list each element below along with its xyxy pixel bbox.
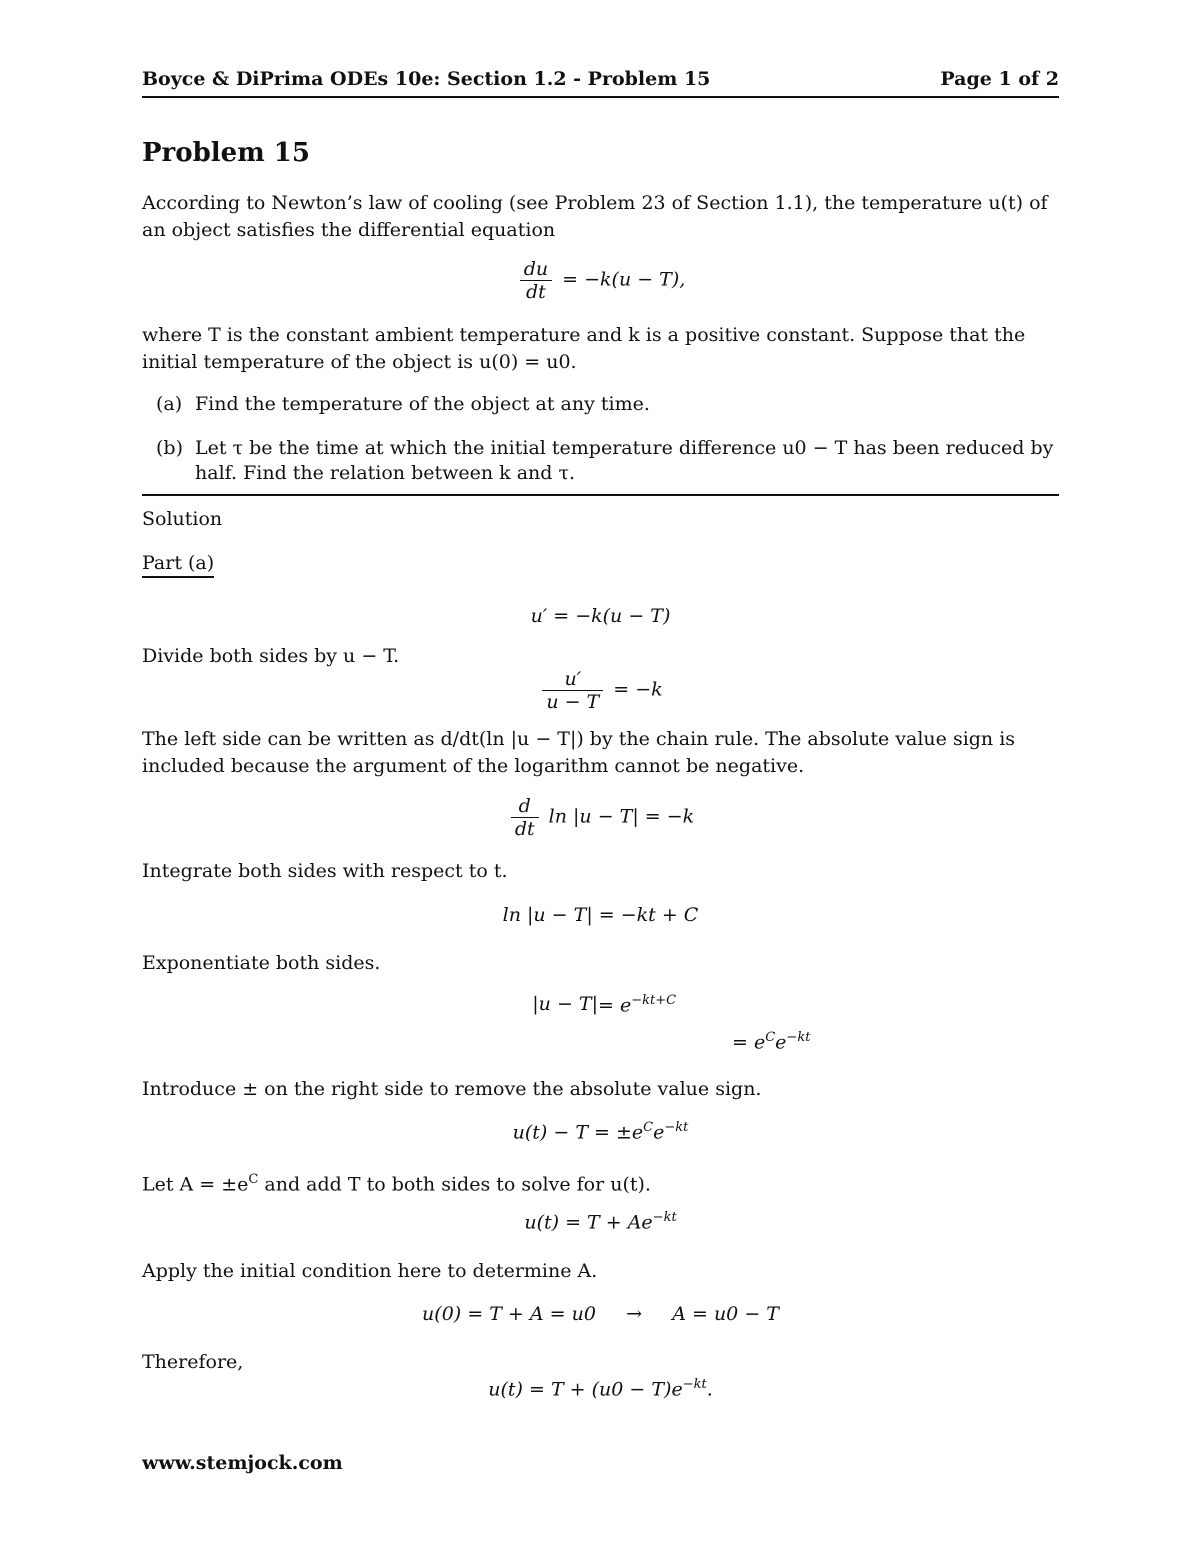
equation-9: $u(t) = T + (u0 - T)e^{-kt}$. — [488, 1377, 713, 1401]
running-header — [142, 66, 1059, 98]
header-title: Boyce & DiPrima ODEs 10e: Section 1.2 - Problem 15 — [142, 68, 711, 90]
footer-url[interactable]: www.stemjock.com — [142, 1452, 343, 1474]
document-page: Boyce & DiPrima ODEs 10e: Section 1.2 - Problem 15 Page 1 of 2 Problem 15 According to Newton’s law of cooling (see Problem 23 of Section 1.1), the temperature u(t) of an object satisfies the differential equation $\frac{du}{dt}$ = −k(u − T), where T is the constant ambient temperature and k is a positive constant. Suppose that the initial temperature of the object is u(0) = u0. (a) Find the temperature of the object at any time. (b) Let τ be the time at which the initial temperature difference u0 − T has been reduced by half. Find the relation between k and τ. Solution Part (a) u′ = −k(u − T) Divide both sides by u − T. $\frac{u'}{u - T}$ = −k The left side can be written as d/dt(ln |u − T|) by the chain rule. The absolute value sign is included because the argument of the logarithm cannot be negative. $\frac{d}{dt}$ ln |u − T| = −k Integrate both sides with respect to t. ln |u − T| = −kt + C Exponentiate both sides. |u − T| = $e^{-kt+C}$ = $e^Ce^{-kt}$ Introduce ± on the right side to remove the absolute value sign. $u(t) - T = \pm e^Ce^{-kt}$ Let $A = \pm e^C$ and add T to both sides to solve for u(t). $u(t) = T + Ae^{-kt}$ Apply the initial condition here to determine A. u(0) = T + A = u0 → A = u0 − T Therefore, $u(t) = T + (u0 - T)e^{-kt}$. www.stemjock.com — [142, 68, 1059, 1474]
part-a-heading: Part (a) — [142, 552, 214, 574]
step-3: Integrate both sides with respect to t. — [142, 860, 508, 882]
step-5: Introduce ± on the right side to remove the absolute value sign. — [142, 1078, 762, 1100]
page-number: Page 1 of 2 — [940, 68, 1059, 90]
equation-1: u′ = −k(u − T) — [530, 605, 671, 627]
step-8: Therefore, — [142, 1351, 244, 1373]
step-6: Let $A = \pm e^C$ and add T to both sides to solve for u(t). — [142, 1172, 651, 1196]
problem-intro: According to Newton’s law of cooling (see Problem 23 of Section 1.1), the temperature u(t) of an object satisfies the differential equation — [142, 192, 1048, 241]
equation-2: $\frac{u'}{u - T}$ = −k — [142, 668, 1059, 713]
equation-8: u(0) = T + A = u0 → A = u0 − T — [422, 1303, 779, 1325]
fraction: $\frac{u'}{u - T}$ — [542, 668, 603, 713]
step-2: The left side can be written as d/dt(ln |u − T|) by the chain rule. The absolute value sign is included because the argument of the logarithm cannot be negative. — [142, 728, 1016, 777]
step-7: Apply the initial condition here to determine A. — [142, 1260, 598, 1282]
fraction: $\frac{d}{dt}$ — [511, 795, 539, 840]
step-1: Divide both sides by u − T. — [142, 645, 400, 667]
main-equation: $\frac{du}{dt}$ = −k(u − T), — [142, 258, 1059, 303]
problem-conditions: where T is the constant ambient temperature and k is a positive constant. Suppose that the initial temperature of the object is u(0) = u0. — [142, 324, 1026, 373]
step-4: Exponentiate both sides. — [142, 952, 381, 974]
equation-3: $\frac{d}{dt}$ ln |u − T| = −k — [142, 795, 1059, 840]
equation-7: $u(t) = T + Ae^{-kt}$ — [524, 1210, 677, 1234]
equation-6: $u(t) - T = \pm e^Ce^{-kt}$ — [512, 1120, 689, 1144]
fraction: $\frac{du}{dt}$ — [520, 258, 552, 303]
equation-4: ln |u − T| = −kt + C — [502, 904, 699, 926]
solution-heading: Solution — [142, 508, 223, 530]
problem-title: Problem 15 — [142, 138, 310, 168]
section-divider — [142, 494, 1059, 496]
